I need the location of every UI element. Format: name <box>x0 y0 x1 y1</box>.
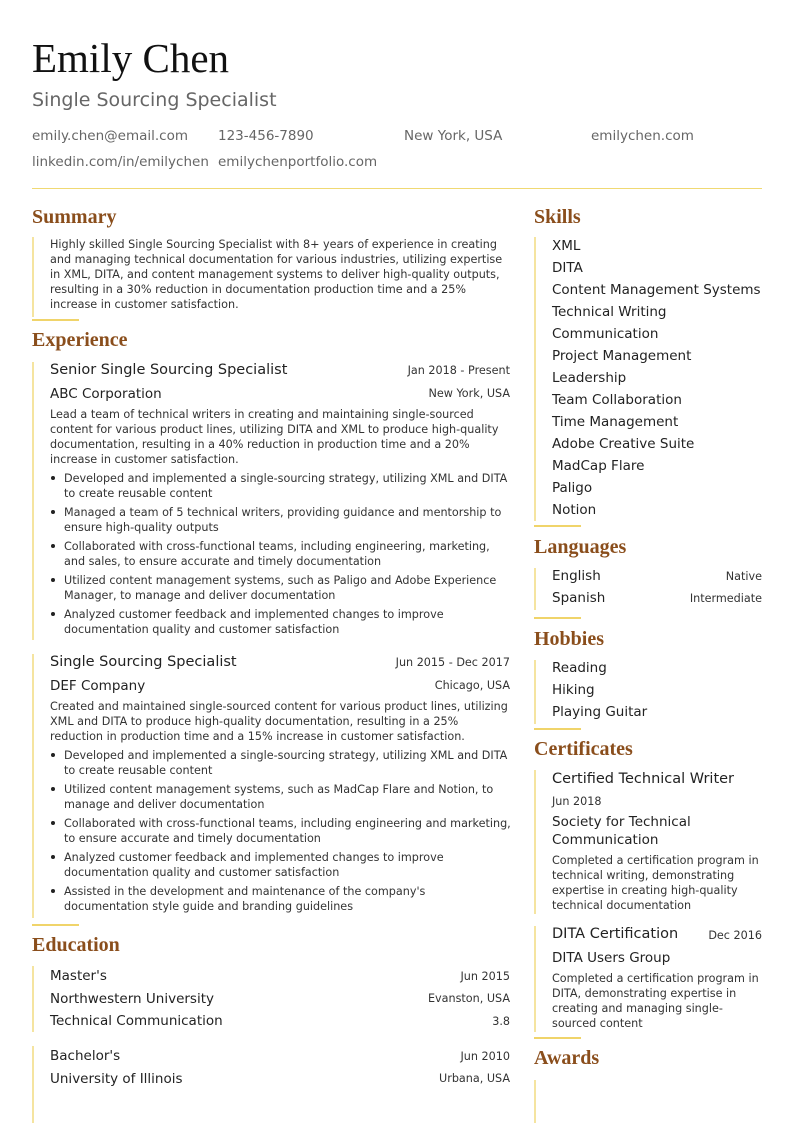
edu-1-field: Technical Communication <box>50 1013 223 1029</box>
job-2-bullet <box>50 816 512 846</box>
edu-2-school: University of Illinois <box>50 1071 183 1087</box>
header-divider <box>32 188 762 189</box>
edu-1-location: Evanston, USA <box>427 992 510 1005</box>
hobbies-underline <box>534 728 581 730</box>
certificates-underline <box>534 1037 581 1039</box>
job-2-bullet <box>50 884 512 914</box>
education-heading: Education <box>32 934 120 956</box>
bullet-dot <box>51 578 55 582</box>
bullet-text: Assisted in the development and maintenance of the company's documentation style guide and branding guidelines <box>64 885 426 913</box>
job-2-bullet <box>50 850 512 880</box>
skill-item: Content Management Systems <box>552 282 761 298</box>
job-1-location: New York, USA <box>428 387 510 400</box>
bullet-dot <box>51 889 55 893</box>
certificates-heading: Certificates <box>534 738 633 760</box>
bullet-text: Utilized content management systems, such as Paligo and Adobe Experience Manager, to manage and deliver documentation <box>64 574 497 602</box>
bullet-dot <box>51 787 55 791</box>
cert-1-bar <box>534 770 536 914</box>
bullet-text: Developed and implemented a single-sourcing strategy, utilizing XML and DITA to create reusable content <box>64 749 508 777</box>
languages-underline <box>534 617 581 619</box>
contact-phone[interactable]: 123-456-7890 <box>218 128 314 144</box>
bullet-text: Analyzed customer feedback and implemented changes to improve documentation quality and customer satisfaction <box>64 608 444 636</box>
job-2-bullet <box>50 748 512 778</box>
job-1-bullet <box>50 573 512 603</box>
skill-item: Paligo <box>552 480 593 496</box>
job-2-dates: Jun 2015 - Dec 2017 <box>395 656 510 669</box>
job-1-bullet <box>50 471 512 501</box>
job-2-bar <box>32 654 34 918</box>
contact-location: New York, USA <box>404 128 503 144</box>
bullet-text: Developed and implemented a single-sourcing strategy, utilizing XML and DITA to create reusable content <box>64 472 508 500</box>
job-2-bullet <box>50 782 512 812</box>
skill-item: MadCap Flare <box>552 458 645 474</box>
edu-2-degree: Bachelor's <box>50 1048 121 1064</box>
languages-bar <box>534 568 536 610</box>
job-1-description: Lead a team of technical writers in creating and maintaining single-sourced content for various product lines, utilizing DITA and XML to produce high-quality documentation, resulting in a 40% reduction in production time and a 20% increase in customer satisfaction. <box>50 408 499 466</box>
language-level: Native <box>725 570 762 583</box>
contact-email[interactable]: emily.chen@email.com <box>32 128 189 144</box>
edu-2-date: Jun 2010 <box>460 1050 510 1063</box>
edu-1-bar <box>32 966 34 1032</box>
bullet-dot <box>51 510 55 514</box>
edu-1-date: Jun 2015 <box>460 970 510 983</box>
edu-1-gpa: 3.8 <box>492 1015 510 1028</box>
job-1-bullet <box>50 505 512 535</box>
job-1-dates: Jan 2018 - Present <box>407 364 510 377</box>
job-1-title: Senior Single Sourcing Specialist <box>50 362 288 378</box>
contact-website[interactable]: emilychen.com <box>591 128 694 144</box>
languages-heading: Languages <box>534 536 627 558</box>
job-2-location: Chicago, USA <box>434 679 510 692</box>
summary-text: Highly skilled Single Sourcing Specialist with 8+ years of experience in creating and managing technical documentation for various industries, utilizing expertise in XML, DITA, and content management systems to deliver high-quality outputs, resulting in a 30% reduction in documentation production time and a 25% increase in customer satisfaction. <box>50 238 503 311</box>
summary-heading: Summary <box>32 206 117 228</box>
cert-2-org: DITA Users Group <box>552 950 671 966</box>
skill-item: Time Management <box>552 414 679 430</box>
cert-1-title: Certified Technical Writer <box>552 771 735 787</box>
edu-1-degree: Master's <box>50 968 107 984</box>
hobby-item: Reading <box>552 660 607 676</box>
bullet-text: Utilized content management systems, such as MadCap Flare and Notion, to manage and deliver documentation <box>64 783 494 811</box>
bullet-dot <box>51 612 55 616</box>
job-2-title: Single Sourcing Specialist <box>50 654 237 670</box>
summary-underline <box>32 319 79 321</box>
awards-heading: Awards <box>534 1047 600 1069</box>
resume-name: Emily Chen <box>32 35 230 81</box>
job-1-bullet <box>50 607 512 637</box>
hobby-item: Playing Guitar <box>552 704 648 720</box>
edu-2-bar <box>32 1046 34 1123</box>
language-name: English <box>552 568 601 584</box>
cert-2-description: Completed a certification program in DITA, demonstrating expertise in creating and managing single-sourced content <box>552 972 759 1030</box>
experience-heading: Experience <box>32 329 128 351</box>
summary-bar <box>32 237 34 317</box>
cert-1-org: Society for Technical Communication <box>552 814 691 848</box>
hobby-item: Hiking <box>552 682 595 698</box>
bullet-text: Managed a team of 5 technical writers, providing guidance and mentorship to ensure high-quality outputs <box>64 506 502 534</box>
edu-2-location: Urbana, USA <box>439 1072 510 1085</box>
hobbies-bar <box>534 660 536 724</box>
skills-heading: Skills <box>534 206 581 228</box>
job-1-bullet <box>50 539 512 569</box>
awards-bar <box>534 1080 536 1123</box>
bullet-dot <box>51 855 55 859</box>
skill-item: Adobe Creative Suite <box>552 436 695 452</box>
skill-item: Team Collaboration <box>552 392 682 408</box>
hobbies-heading: Hobbies <box>534 628 605 650</box>
skill-item: DITA <box>552 260 583 276</box>
skill-item: Communication <box>552 326 659 342</box>
language-name: Spanish <box>552 590 606 606</box>
job-2-company: DEF Company <box>50 678 146 694</box>
bullet-dot <box>51 821 55 825</box>
bullet-text: Analyzed customer feedback and implemented changes to improve documentation quality and customer satisfaction <box>64 851 444 879</box>
language-level: Intermediate <box>689 592 762 605</box>
contact-linkedin[interactable]: linkedin.com/in/emilychen <box>32 154 209 170</box>
bullet-text: Collaborated with cross-functional teams, including engineering, marketing, and sales, to ensure accurate and timely documentation <box>64 540 490 568</box>
bullet-dot <box>51 544 55 548</box>
skill-item: Technical Writing <box>552 304 667 320</box>
job-2-description: Created and maintained single-sourced content for various product lines, utilizing XML and DITA to produce high-quality documentation, resulting in a 25% reduction in production time and a 15% increase in customer satisfaction. <box>50 700 508 743</box>
bullet-text: Collaborated with cross-functional teams, including engineering and marketing, to ensure accurate and timely documentation <box>64 817 511 845</box>
resume-title: Single Sourcing Specialist <box>32 89 277 111</box>
job-1-bar <box>32 362 34 640</box>
cert-2-title: DITA Certification <box>552 926 679 942</box>
job-1-company: ABC Corporation <box>50 386 162 402</box>
bullet-dot <box>51 476 55 480</box>
cert-1-description: Completed a certification program in technical writing, demonstrating expertise in creating high-quality technical documentation <box>552 854 759 912</box>
bullet-dot <box>51 753 55 757</box>
cert-2-date: Dec 2016 <box>708 929 762 942</box>
skills-underline <box>534 525 581 527</box>
cert-2-bar <box>534 926 536 1032</box>
edu-1-school: Northwestern University <box>50 991 214 1007</box>
experience-underline <box>32 924 79 926</box>
contact-portfolio[interactable]: emilychenportfolio.com <box>218 154 378 170</box>
skills-bar <box>534 237 536 521</box>
skill-item: Project Management <box>552 348 692 364</box>
skill-item: Notion <box>552 502 597 518</box>
skill-item: Leadership <box>552 370 627 386</box>
skill-item: XML <box>552 238 581 254</box>
cert-1-date: Jun 2018 <box>552 795 602 808</box>
